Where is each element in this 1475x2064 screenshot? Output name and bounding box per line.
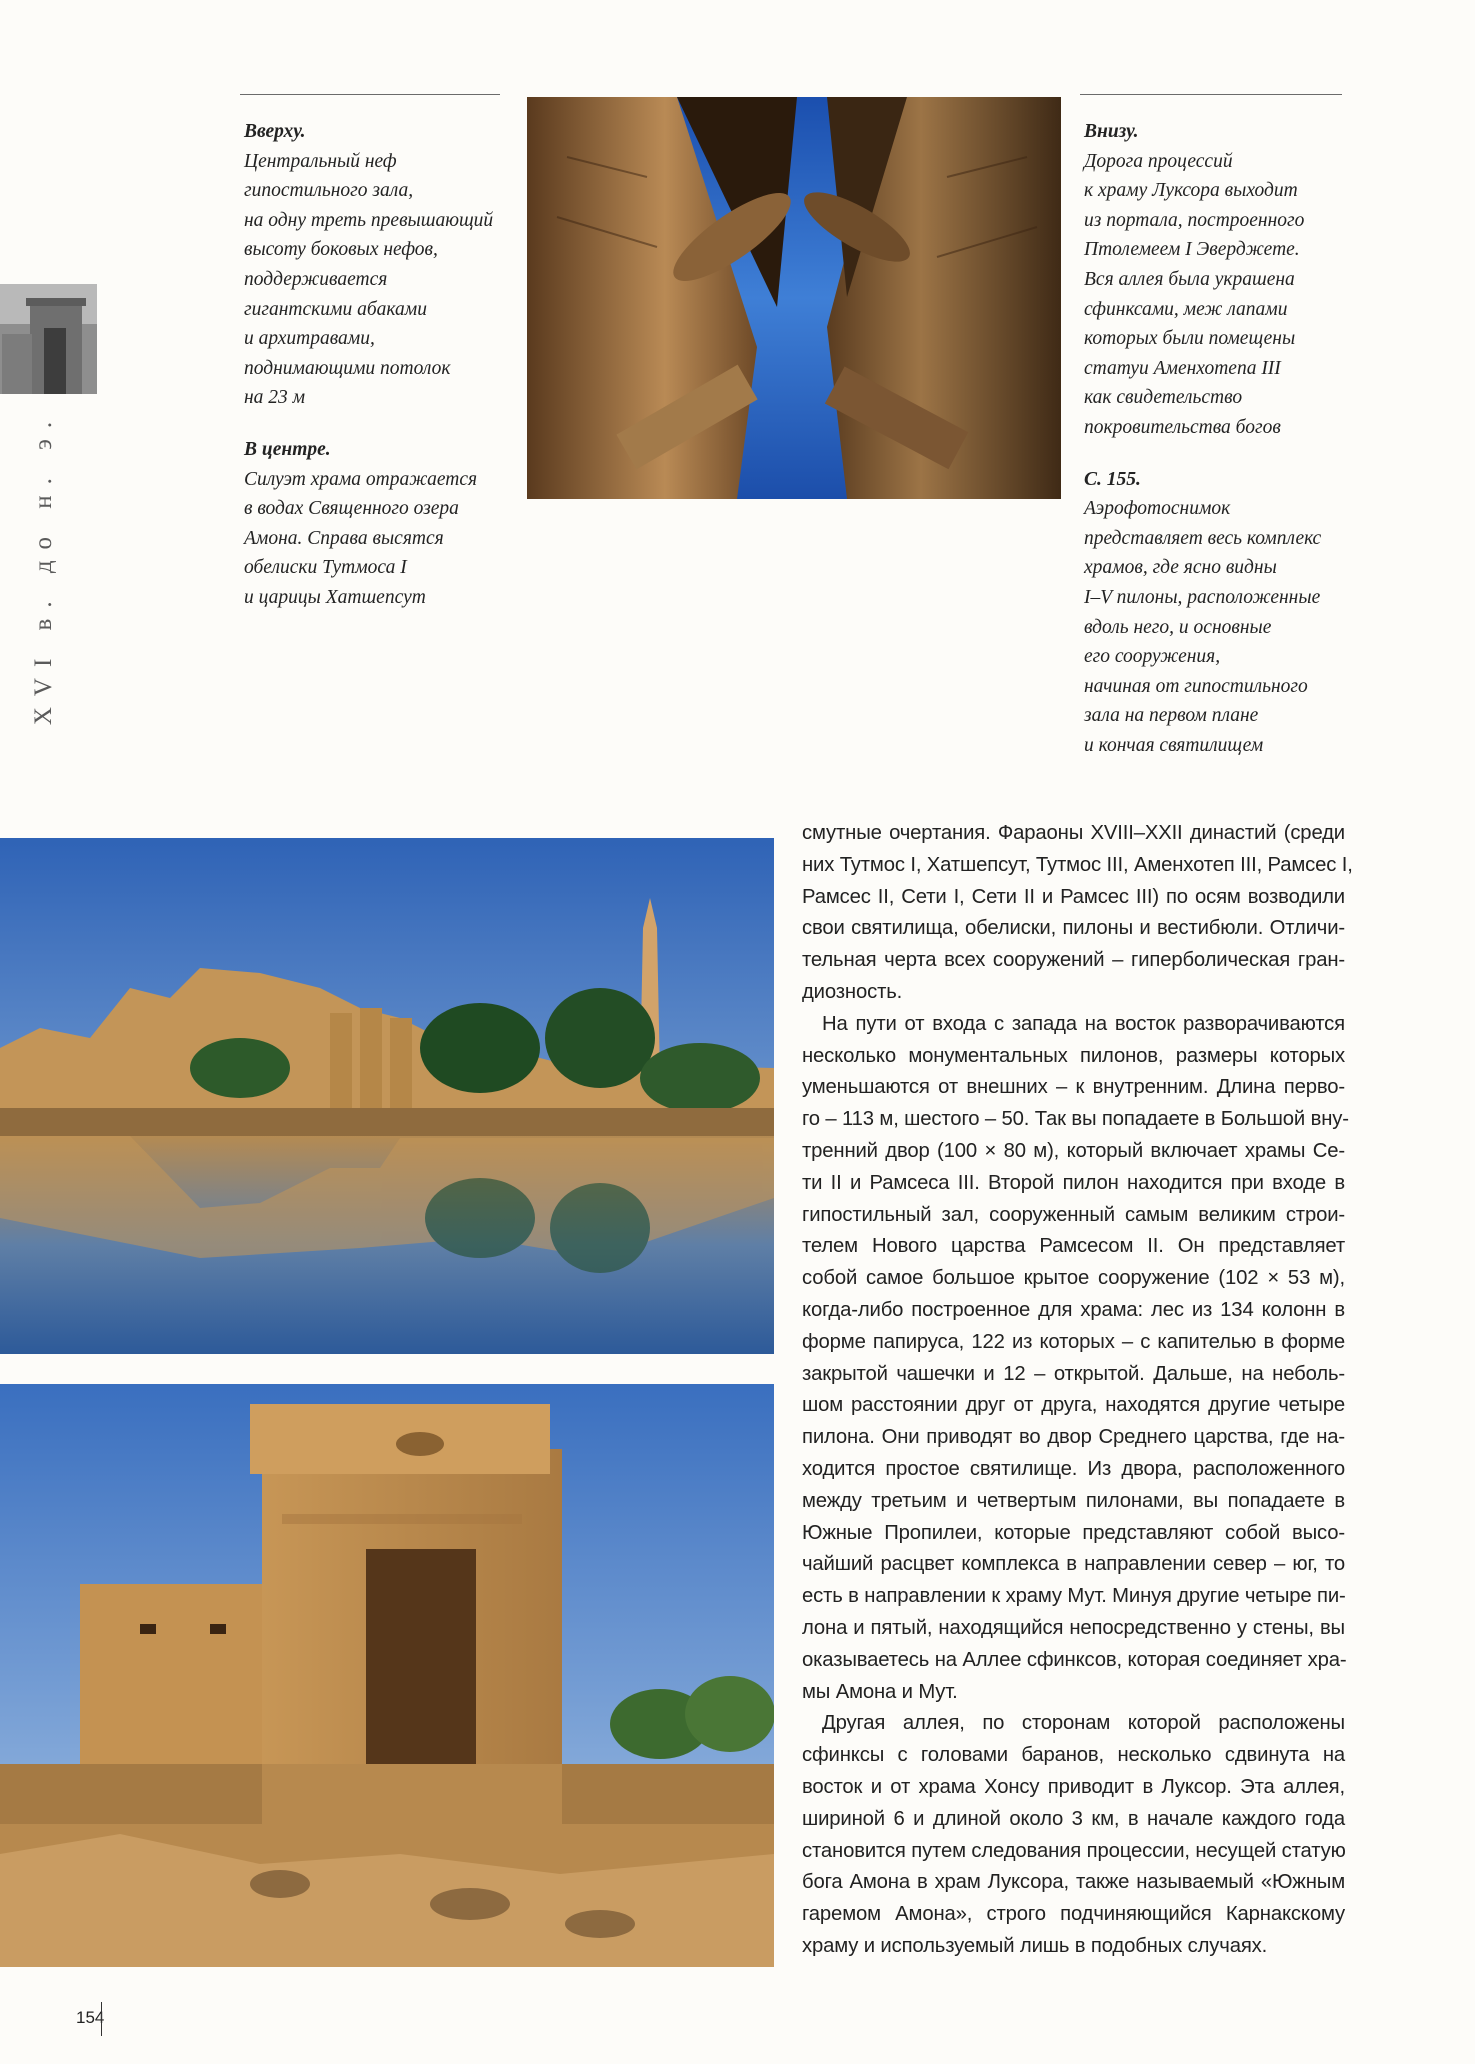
caption-title: Внизу. <box>1084 121 1139 142</box>
chapter-tab-image <box>0 284 97 394</box>
caption-title: С. 155. <box>1084 468 1141 490</box>
caption-left <box>244 117 493 613</box>
caption-top: Вверху. Центральный неф гипостильного зала, на одну треть превышающий высоту боковых нефов, поддерживается гигантскими абаками и архитравами, поднимающими потолок на 23 м <box>244 117 493 413</box>
caption-right <box>1084 117 1321 760</box>
caption-bottom: Внизу. Дорога процессий к храму Луксора выходит из портала, построенного Птолемеем I Эверджете. Вся аллея была украшена сфинксами, меж лапами которых были помещены статуи Аменхотепа III как свидетельство покровительства богов <box>1084 117 1321 443</box>
page-number: 154 <box>76 2008 105 2027</box>
running-head-vertical: XVI в. до н. э. <box>30 410 57 726</box>
body-text: смутные очертания. Фараоны XVIII–XXII династий (среди них Тутмос I, Хатшепсут, Тутмос III, Аменхотеп III, Рамсес I, Рамсес II, Сети I, Сети II и Рамсес III) по осям возводили свои святилища, обелиски, пилоны и вестибюли. Отличи- тельная черта всех сооружений – гиперболическая гран- диозность. На пути от входа с запада на восток разворачиваются несколько монументальных пилонов, размеры которых уменьшаются от внешних – к внутренним. Длина перво- го – 113 м, шестого – 50. Так вы попадаете в Большой вну- тренний двор (100 × 80 м), который включает храмы Се- ти II и Рамсеса III. Второй пилон находится при входе в гипостильный зал, сооруженный самым великим строи- телем Нового царства Рамсесом II. Он представляет собой самое большое крытое сооружение (102 × 53 м), когда-либо построенное для храма: лес из 134 колонн в форме папируса, 122 из которых – с капителью в форме закрытой чашечки и 12 – открытой. Дальше, на неболь- шом расстоянии друг от друга, находятся другие четыре пилона. Они приводят во двор Среднего царства, где на- ходится простое святилище. Из двора, расположенного между третьим и четвертым пилонами, вы попадаете в Южные Пропилеи, которые представляют собой высо- чайший расцвет комплекса в направлении север – юг, то есть в направлении к храму Мут. Минуя другие четыре пи- лона и пятый, находящийся непосредственно у стены, вы оказываетесь на Аллее сфинксов, которая соединяет хра- мы Амона и Мут. Другая аллея, по сторонам которой расположены сфинксы с головами баранов, несколько сдвинута на восток и от храма Хонсу приводит в Луксор. Эта аллея, шириной 6 и длиной около 3 км, в начале каждого года становится путем следования процессии, несущей статую бога Амона в храм Луксора, также называемый «Южным гаремом Амона», строго подчиняющийся Карнакскому храму и используемый лишь в подобных случаях. <box>802 822 1353 1957</box>
top-rule-right <box>1080 94 1342 95</box>
photo-hypostyle-columns <box>527 97 1061 499</box>
caption-center: В центре. Силуэт храма отражается в водах Священного озера Амона. Справа высятся обелиски Тутмоса I и царицы Хатшепсут <box>244 435 493 613</box>
photo-ptolemaic-gateway <box>0 1384 774 1967</box>
caption-title: Вверху. <box>244 121 306 142</box>
top-rule-left <box>240 94 500 95</box>
caption-page-155: С. 155. Аэрофотоснимок представляет весь комплекс храмов, где ясно видны I–V пилоны, расположенные вдоль него, и основные его сооружения, начиная от гипостильного зала на первом плане и кончая святилищем <box>1084 465 1321 761</box>
photo-sacred-lake <box>0 838 774 1354</box>
page-number-rule <box>101 2002 102 2036</box>
caption-title: В центре. <box>244 438 331 460</box>
